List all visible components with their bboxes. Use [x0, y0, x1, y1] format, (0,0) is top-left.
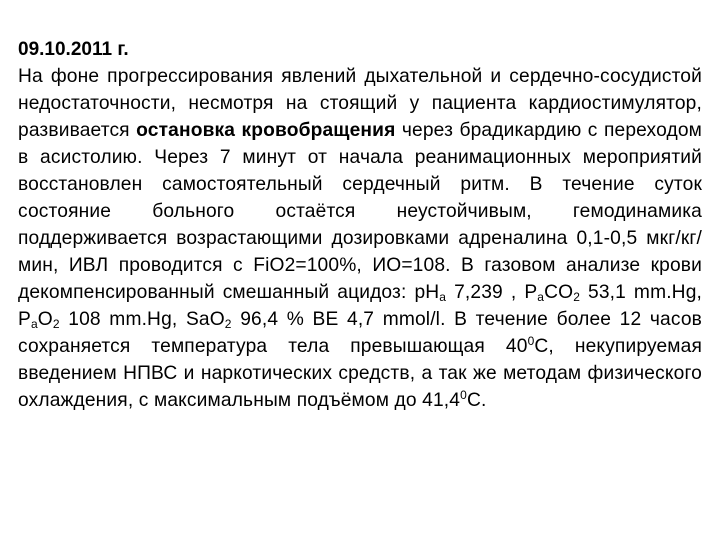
subscript: a — [30, 317, 38, 331]
subscript: a — [537, 290, 545, 304]
subscript: a — [439, 290, 447, 304]
text-segment: CO — [544, 282, 574, 303]
text-segment: 7,239 , P — [446, 282, 538, 303]
document-paragraph — [18, 63, 702, 414]
text-segment: С. — [466, 390, 487, 411]
superscript: 0 — [527, 334, 535, 348]
superscript: 0 — [460, 388, 467, 402]
subscript: 2 — [573, 290, 581, 304]
text-segment: 108 mm.Hg, SaO — [59, 309, 225, 330]
text-segment: через брадикардию с переходом в асистолию. Через 7 минут от начала реанимационных мероприятий восстановлен самостоятельный сердечный ритм. В течение суток состояние больного остаётся неустойчивым, гемодинамика поддерживается возрастающими дозировками адреналина 0,1-0,5 мкг/кг/мин, ИВЛ проводится с FiO2=100%, ИО=108. В газовом анализе крови декомпенсированный смешанный ацидоз: pH — [18, 120, 702, 303]
subscript: 2 — [52, 317, 60, 331]
text-segment: На фоне прогрессирования явлений дыхательной и сердечно-сосудистой недостаточности, несмотря на стоящий у пациента кардиостимулятор, развивается — [18, 66, 702, 141]
subscript: 2 — [224, 317, 232, 331]
text-segment: С, некупируемая введением НПВС и наркотических средств, а так же методам физического охлаждения, с максимальным подъёмом до 41,4 — [18, 336, 703, 411]
text-segment: 96,4 % BE 4,7 mmol/l. В течение более 12 часов сохраняется температура тела превышающая 40 — [18, 309, 702, 357]
document-date: 09.10.2011 г. — [18, 39, 129, 60]
document-body — [18, 36, 702, 414]
text-segment: 53,1 mm.Hg, P — [18, 282, 702, 330]
text-segment: O — [37, 309, 53, 330]
bold-emphasis: остановка кровобращения — [136, 120, 396, 141]
